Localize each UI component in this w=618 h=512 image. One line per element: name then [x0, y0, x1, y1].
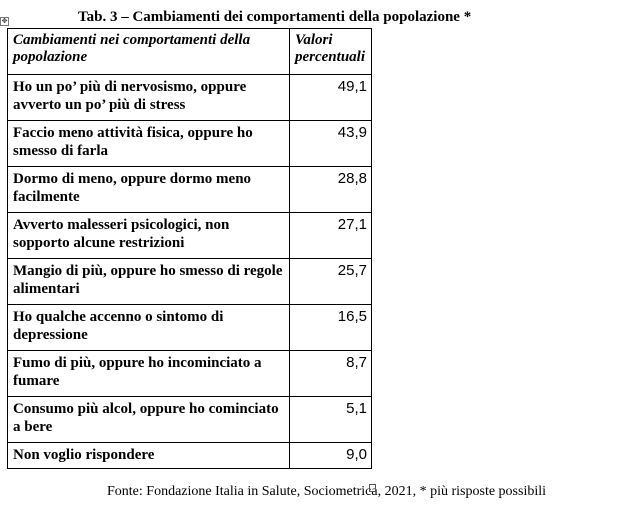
row-value: 16,5 [290, 305, 372, 351]
table-row [8, 397, 372, 443]
header-changes: Cambiamenti nei comportamenti della popolazione [8, 29, 290, 75]
row-value: 28,8 [290, 167, 372, 213]
row-value: 9,0 [290, 443, 372, 469]
row-value: 5,1 [290, 397, 372, 443]
table-row [8, 75, 372, 121]
row-value: 27,1 [290, 213, 372, 259]
row-label: Fumo di più, oppure ho incominciato a fumare [8, 351, 290, 397]
row-value: 8,7 [290, 351, 372, 397]
table-row [8, 213, 372, 259]
row-value: 25,7 [290, 259, 372, 305]
table-move-handle-icon[interactable]: ✥ [1, 17, 8, 25]
row-label: Avverto malesseri psicologici, non sopporto alcune restrizioni [8, 213, 290, 259]
row-label: Dormo di meno, oppure dormo meno facilmente [8, 167, 290, 213]
row-value: 49,1 [290, 75, 372, 121]
row-value: 43,9 [290, 121, 372, 167]
behaviour-changes-table [7, 28, 372, 469]
row-label: Ho un po’ più di nervosismo, oppure avverto un po’ più di stress [8, 75, 290, 121]
table-row [8, 167, 372, 213]
row-label: Faccio meno attività fisica, oppure ho smesso di farla [8, 121, 290, 167]
table-header-row [8, 29, 372, 75]
table-row [8, 121, 372, 167]
table-row [8, 443, 372, 469]
source-note: Fonte: Fondazione Italia in Salute, Sociometrica, 2021, * più risposte possibili [107, 484, 546, 499]
row-label: Ho qualche accenno o sintomo di depressione [8, 305, 290, 351]
table-row [8, 305, 372, 351]
table-title: Tab. 3 – Cambiamenti dei comportamenti della popolazione * [78, 9, 472, 25]
table-row [8, 259, 372, 305]
table-row [8, 351, 372, 397]
row-label: Consumo più alcol, oppure ho cominciato a bere [8, 397, 290, 443]
header-percent-values: Valori percentuali [290, 29, 372, 75]
row-label: Non voglio rispondere [8, 443, 290, 469]
row-label: Mangio di più, oppure ho smesso di regole alimentari [8, 259, 290, 305]
resize-handle-icon[interactable] [369, 484, 376, 492]
